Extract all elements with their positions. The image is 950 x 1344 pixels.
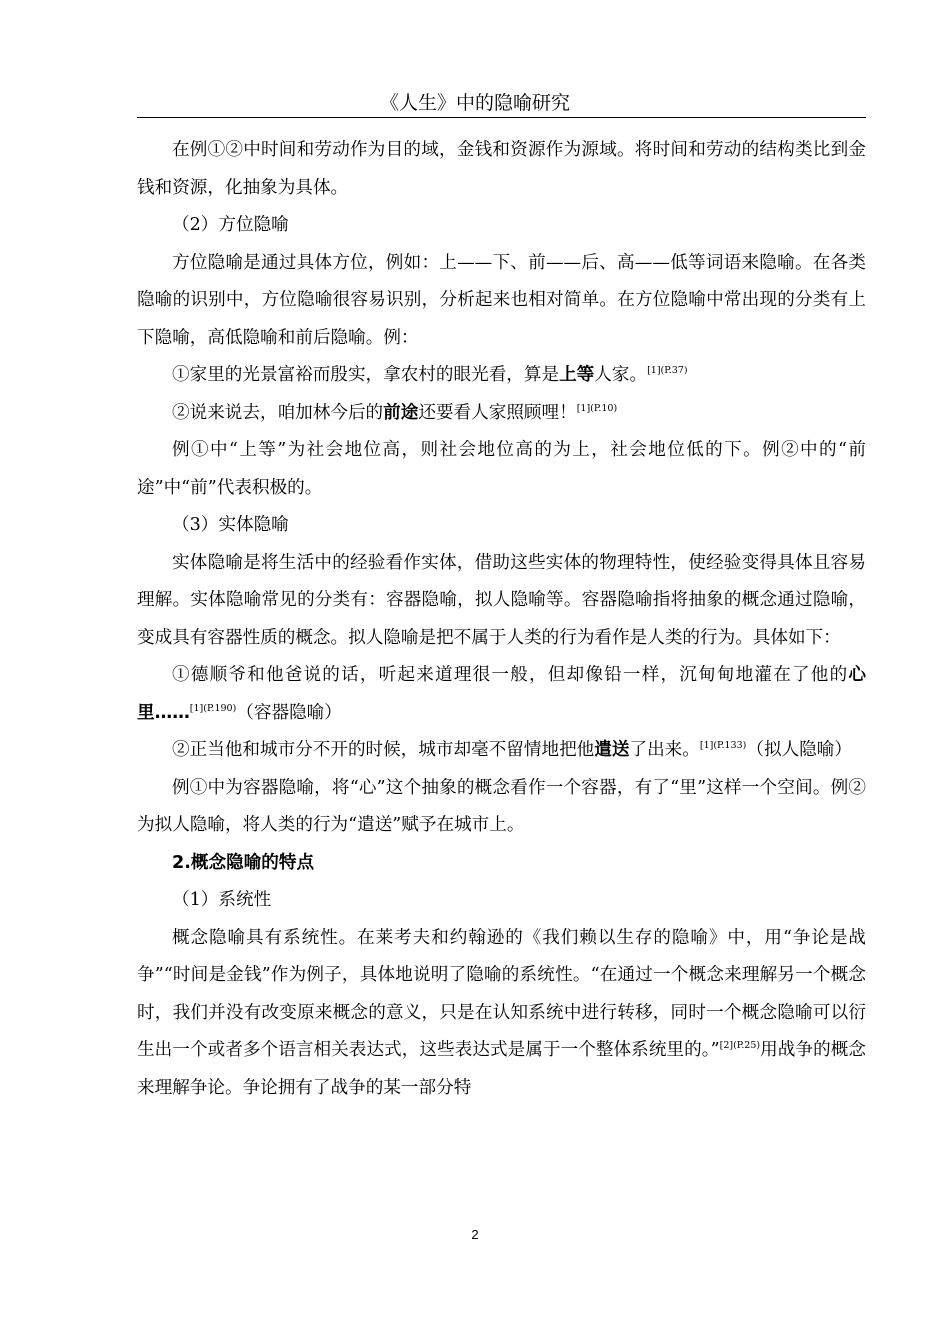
subheading-orientational-metaphor: （2）方位隐喻: [172, 215, 289, 235]
citation: [1](P.190): [189, 702, 237, 714]
paragraph: 例①中为容器隐喻，将“心”这个抽象的概念看作一个容器，有了“里”这样一个空间。例②为拟人隐喻，将人类的行为“遣送”赋予在城市上。: [137, 777, 866, 835]
citation: [1](P.133): [699, 740, 747, 751]
paragraph: 概念隐喻具有系统性。在莱考夫和约翰逊的《我们赖以生存的隐喻》中，用“争论是战争”“时间是金钱”作为例子，具体地说明了隐喻的系统性。“在通过一个概念来理解另一个概念时，我们并没有改变原来概念的意义，只是在认知系统中进行转移，同时一个概念隐喻可以衍生出一个或者多个语言相关表达式，这些表达式是属于一个整体系统里的。”$^{[2](P.25)}$用战争的概念来理解争论。争论拥有了战争的某一部分特: [137, 927, 866, 1098]
example-sentence: ②正当他和城市分不开的时候，城市却毫不留情地把他遣送了出来。$^{[1](P.133)}$（拟人隐喻）: [172, 740, 852, 760]
citation: [1](P.10): [576, 402, 618, 414]
subheading-ontological-metaphor: （3）实体隐喻: [172, 515, 289, 535]
paragraph: 实体隐喻是将生活中的经验看作实体，借助这些实体的物理特性，使经验变得具体且容易理解。实体隐喻常见的分类有：容器隐喻，拟人隐喻等。容器隐喻指将抽象的概念通过隐喻，变成具有容器性质的概念。拟人隐喻是把不属于人类的行为看作是人类的行为。具体如下：: [137, 552, 866, 648]
paragraph: 方位隐喻是通过具体方位，例如：上——下、前——后、高——低等词语来隐喻。在各类隐喻的识别中，方位隐喻很容易识别，分析起来也相对简单。在方位隐喻中常出现的分类有上下隐喻，高低隐喻和前后隐喻。例：: [137, 252, 866, 348]
paragraph: 例①中“上等”为社会地位高，则社会地位高的为上，社会地位低的下。例②中的“前途”中“前”代表积极的。: [137, 440, 866, 498]
highlighted-word: 前途: [383, 402, 419, 423]
document-body: [137, 132, 866, 1107]
page-number: 2: [471, 1227, 479, 1242]
paragraph: 在例①②中时间和劳动作为目的域，金钱和资源作为源域。将时间和劳动的结构类比到金钱和资源，化抽象为具体。: [137, 140, 866, 198]
header-rule: [137, 117, 866, 118]
highlighted-word: 遣送: [594, 740, 630, 760]
example-sentence: ①家里的光景富裕而殷实，拿农村的眼光看，算是上等人家。$^{[1](P.37)}$: [172, 365, 688, 385]
running-header: 《人生》中的隐喻研究: [379, 92, 570, 114]
citation: [1](P.37): [647, 365, 688, 376]
example-sentence: ②说来说去，咱加林今后的前途还要看人家照顾哩！$^{[1](P.10)}$: [172, 402, 618, 423]
subheading-systematicity: （1）系统性: [172, 890, 272, 910]
example-sentence: ①德顺爷和他爸说的话，听起来道理很一般，但却像铅一样，沉甸甸地灌在了他的心里……$^{[1](P.190)}$（容器隐喻）: [137, 665, 866, 723]
highlighted-word: 上等: [559, 365, 595, 385]
citation: [2](P.25): [719, 1040, 761, 1051]
section-heading: 2.概念隐喻的特点: [172, 852, 315, 873]
highlighted-word: 心里……: [137, 665, 866, 723]
